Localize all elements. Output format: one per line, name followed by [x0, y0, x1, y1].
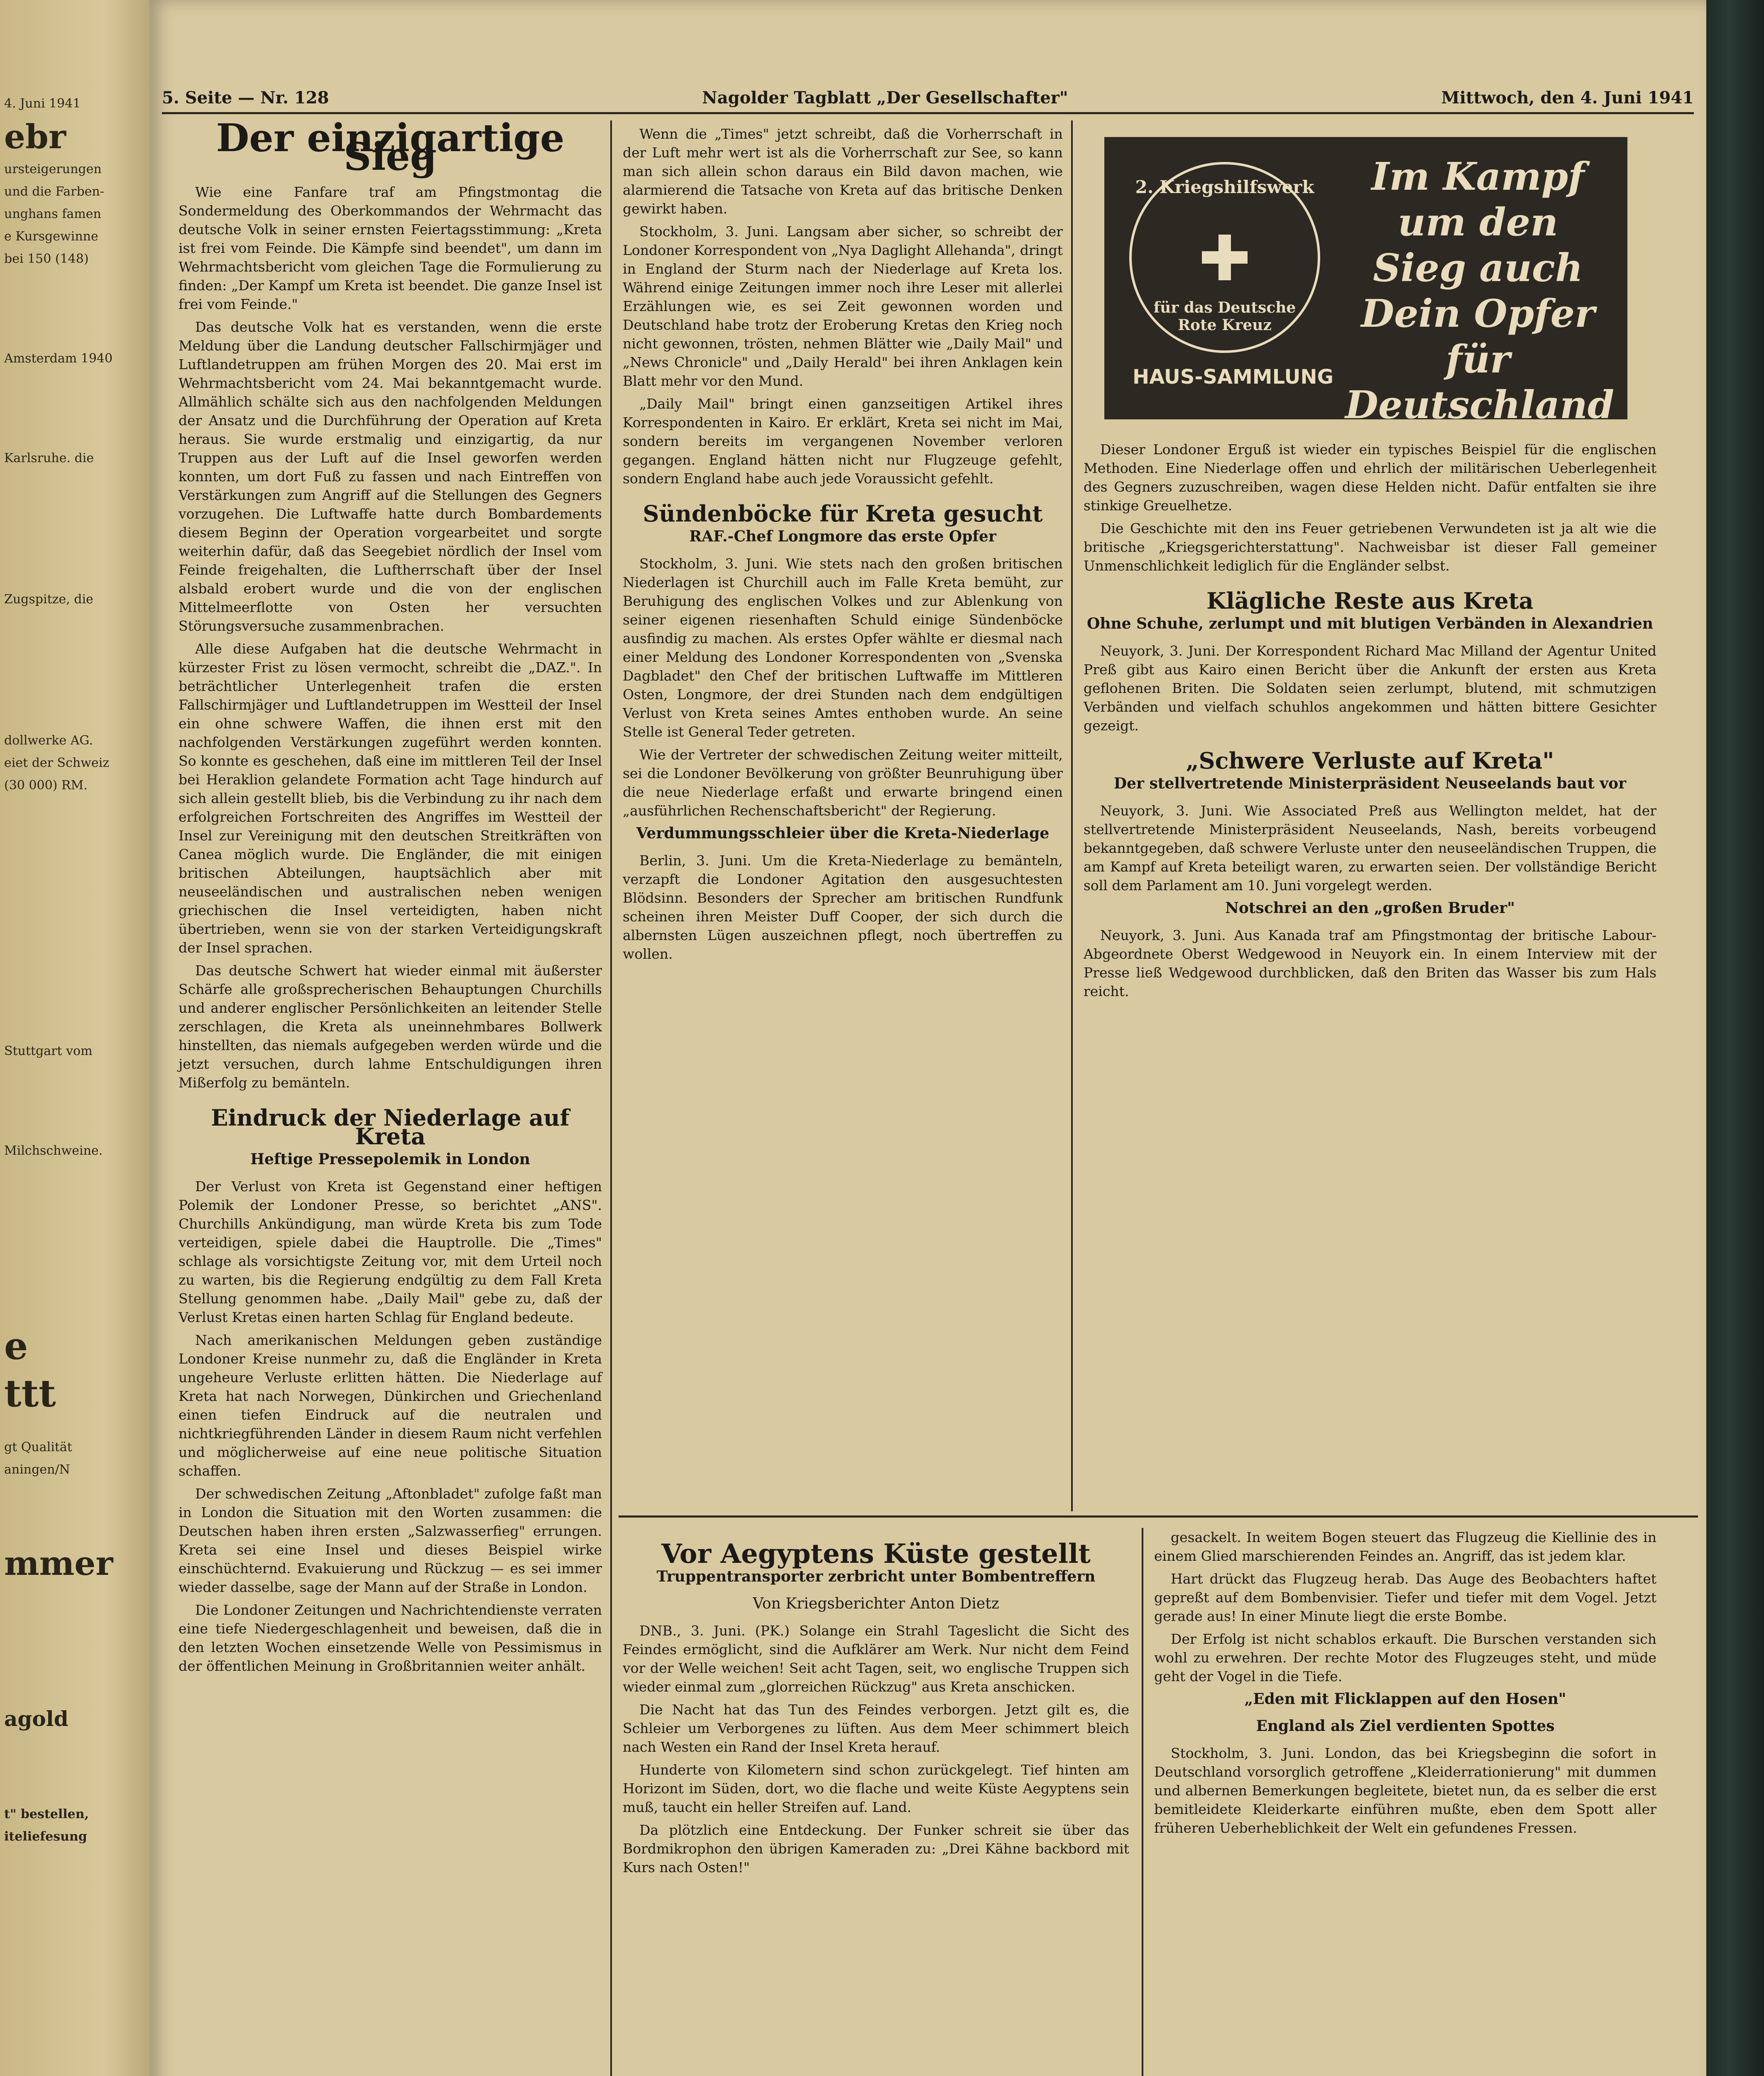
- subheadline-notschrei: Notschrei an den „großen Bruder": [1225, 899, 1515, 917]
- book-binding: [1706, 0, 1764, 2076]
- red-cross-icon: [1202, 235, 1248, 280]
- article-paragraph: Nach amerikanischen Meldungen geben zuständige Londoner Kreise nunmehr zu, daß die Engländer in Kreta ungeheure Verluste erlitten hätten. Die Niederlage auf Kreta hat nach Norwegen, Dünkirchen und Griechenland einen tiefen Eindruck auf die neutralen und nichtkriegführenden Länder in diesem Raum nicht verfehlen und möglicherweise auf eine neue politische Situation schaffen.: [179, 1332, 602, 1479]
- subheadline-reste: Ohne Schuhe, zerlumpt und mit blutigen Verbänden in Alexandrien: [1087, 615, 1653, 632]
- article-paragraph: Das deutsche Schwert hat wieder einmal mit äußerster Schärfe alle großsprecherischen Behauptungen Churchills und anderer englischer Persönlichkeiten an leitender Stelle zerschlagen, die Kreta als uneinnehmbares Bollwerk hinstellten, das niemals aufgegeben werden würde und die jetzt versuchen, durch lahme Entschuldigungen ihren Mißerfolg zu bemänteln.: [179, 962, 602, 1091]
- article-paragraph: Stockholm, 3. Juni. London, das bei Kriegsbeginn die sofort in Deutschland vorsorglich getroffene „Kleiderrationierung" mit dummen und albernen Bemerkungen begleitete, bietet nun, da es selber die erst bemitleidete Kleiderkarte einführen mußte, eben dem Spott aller früheren Ueberheblichkeit der Welt ein gefundenes Fressen.: [1154, 1745, 1656, 1836]
- prev-line: gt Qualität: [4, 1440, 72, 1454]
- emblem-text-bottom: für das Deutsche Rote Kreuz: [1153, 299, 1296, 334]
- article-paragraph: Der Verlust von Kreta ist Gegenstand einer heftigen Polemik der Londoner Presse, so berichtet „ANS". Churchills Ankündigung, man würde Kreta bis zum Tode verteidigen, spiele dabei die Hauptrolle. Die „Times" schlage als vorsichtigste Zeitung vor, mit dem Urteil noch zu warten, bis die Regierung endgültig zu dem Fall Kreta Stellung genommen habe. „Daily Mail" gebe zu, daß der Verlust Kretas einen harten Schlag für England bedeute.: [179, 1178, 602, 1325]
- article-paragraph: Stockholm, 3. Juni. Wie stets nach den großen britischen Niederlagen ist Churchill auch im Falle Kreta bemüht, zur Beruhigung des englischen Volkes und zur Ablenkung von seiner eigenen riesenhaften Schuld einige Sündenböcke ausfindig zu machen. Als erstes Opfer wählte er diesmal nach einer Meldung des Londoner Korrespondenten von „Svenska Dagbladet" den Chef der britischen Luftwaffe im Mittleren Osten, Longmore, der drei Stunden nach dem endgültigen Verlust von Kreta seines Amtes enthoben wurde. An seine Stelle ist General Teder getreten.: [623, 556, 1063, 740]
- prev-date: 4. Juni 1941: [4, 96, 81, 111]
- article-paragraph: Alle diese Aufgaben hat die deutsche Wehrmacht in kürzester Frist zu lösen vermocht, schreibt die „DAZ.". In beträchtlicher Unterlegenheit trafen die ersten Fallschirmjäger und Luftlandetruppen im Westteil der Insel ein ohne schwere Waffen, die ihnen erst mit den nachfolgenden Verstärkungen zugeführt werden konnten. So konnte es geschehen, daß eine im mittleren Teil der Insel bei Heraklion gelandete Formation acht Tage hindurch auf sich allein gestellt blieb, bis die Verbindung zu ihr nach dem erfolgreichen Fortschreiten des Angriffes im Westteil der Insel zur Vereinigung mit den deutschen Streitkräften von Canea möglich wurde. Die Engländer, die mit einigen britischen Abteilungen, hauptsächlich aber mit neuseeländischen und australischen neben wenigen griechischen die Insel verteidigten, haben nicht übertrieben, wenn sie von der starken Verteidigungskraft der Insel sprachen.: [179, 641, 602, 956]
- prev-line: Karlsruhe. die: [4, 451, 94, 465]
- collection-label: HAUS-SAMMLUNG: [1133, 365, 1333, 389]
- article-paragraph: Die Nacht hat das Tun des Feindes verborgen. Jetzt gilt es, die Schleier um Verborgenes zu lüften. Aus dem Meer schimmert bleich nach Westen ein Rand der Insel Kreta herauf.: [623, 1701, 1129, 1755]
- prev-line: aningen/N: [4, 1462, 70, 1477]
- article-paragraph: DNB., 3. Juni. (PK.) Solange ein Strahl Tageslicht die Sicht des Feindes ermöglicht, sind die Aufklärer am Werk. Nur nicht dem Feind vor der Welle weichen! Seit acht Tagen, seit, wo englische Truppen sich wieder einmal zum „glorreichen Rückzug" aus Kreta anschicken.: [623, 1623, 1129, 1695]
- column-rule: [1071, 120, 1073, 1511]
- page-header: [162, 83, 1694, 114]
- column-1: [179, 115, 602, 1679]
- prev-line: und die Farben-: [4, 184, 104, 199]
- article-paragraph: Das deutsche Volk hat es verstanden, wenn die erste Meldung über die Landung deutscher Fallschirmjäger und Luftlandetruppen am frühen Morgen des 20. Mai erst im Wehrmachtsbericht vom 24. Mai bekanntgemacht wurde. Allmählich schälte sich aus den nachfolgenden Meldungen der Ansatz und die Durchführung der Operation auf Kreta heraus. Sie wurde erstmalig und einzigartig, da nur Truppen aus der Luft auf die Insel geworfen werden konnten, um dort Fuß zu fassen und nach Eintreffen von Verstärkungen zum Angriff auf die Stellungen des Gegners vorzugehen. Die Luftwaffe hatte durch Bombardements diesem Beginn der Operation vorgearbeitet und sorgte weiterhin dafür, daß das Seegebiet nördlich der Insel vom Feinde freigehalten, die Luftherrschaft über der Insel alsbald erobert wurde und die von der englischen Mittelmeerflotte von Osten her versuchten Störungsversuche zusammenbrachen.: [179, 319, 602, 634]
- article-paragraph: Die Londoner Zeitungen und Nachrichtendienste verraten eine tiefe Niedergeschlagenheit und beweisen, daß die in den letzten Wochen einsetzende Welle von Pessimismus in der öffentlichen Meinung in Großbritannien weiter anhält.: [179, 1602, 602, 1674]
- prev-line: e Kursgewinne: [4, 229, 98, 244]
- prev-line: agold: [4, 1706, 69, 1731]
- subheadline-eden: „Eden mit Flicklappen auf den Hosen": [1244, 1690, 1566, 1708]
- prev-line: Milchschweine.: [4, 1143, 103, 1158]
- column-2: [623, 125, 1063, 967]
- headline-verluste: „Schwere Verluste auf Kreta": [1186, 747, 1554, 774]
- headline-eindruck: Eindruck der Niederlage auf Kreta: [211, 1104, 570, 1150]
- prev-line: dollwerke AG.: [4, 733, 93, 748]
- article-paragraph: Neuyork, 3. Juni. Aus Kanada traf am Pfingstmontag der britische Labour-Abgeordnete Oberst Wedgewood in Neuyork ein. In einem Interview mit der Presse ließ Wedgewood durchblicken, daß den Briten das Wasser bis zum Hals reicht.: [1084, 927, 1656, 999]
- article-paragraph: Der schwedischen Zeitung „Aftonbladet" zufolge faßt man in London die Situation mit den Worten zusammen: die Deutschen haben ihren ersten „Salzwasserfieg" errungen. Kreta sei eine Insel und dieses Beispiel wirke einschüchternd. Evakuierung und Rückzug — es sei immer wieder dasselbe, sage der Mann auf der Straße in London.: [179, 1486, 602, 1595]
- article-paragraph: Wie der Vertreter der schwedischen Zeitung weiter mitteilt, sei die Londoner Bevölkerung von größter Beunruhigung über die neue Niederlage erfaßt und erwarte bringend einen „ausführlichen Rechenschaftsbericht" der Regierung.: [623, 747, 1063, 819]
- column-3: [1084, 440, 1656, 1005]
- prev-line: Stuttgart vom: [4, 1044, 93, 1058]
- aegypten-left: [623, 1528, 1129, 1881]
- article-paragraph: „Daily Mail" bringt einen ganzseitigen Artikel ihres Korrespondenten in Kairo. Er erklärt, Kreta sei nicht im Mai, sondern bereits im vergangenen November verloren gegangen. England hätten nicht nur Flugzeuge gefehlt, sondern England habe auch jede Voraussicht gefehlt.: [623, 396, 1063, 487]
- article-paragraph: Wenn die „Times" jetzt schreibt, daß die Vorherrschaft in der Luft mehr wert ist als die Vorherrschaft zur See, so kann man sich allein schon daraus ein Bild davon machen, wie alarmierend die Tatsache von Kreta auf das britische Denken gewirkt haben.: [623, 126, 1063, 217]
- article-paragraph: Neuyork, 3. Juni. Der Korrespondent Richard Mac Milland der Agentur United Preß gibt aus Kairo einen Bericht über die Ankunft der ersten aus Kreta geflohenen Briten. Die Soldaten seien zerlumpt, blutend, mit schmutzigen Verbänden und vielfach schuhlos angekommen und hätten bittere Gesichter gezeigt.: [1084, 643, 1656, 734]
- article-paragraph: Die Geschichte mit den ins Feuer getriebenen Verwundeten ist ja alt wie die britische „Kriegsgerichterstattung". Nachweisbar ist dieser Fall gemeiner Unmenschlichkeit lediglich für die Engländer selbst.: [1084, 520, 1656, 574]
- prev-heading: ebr: [4, 117, 66, 156]
- headline-reste: Klägliche Reste aus Kreta: [1206, 588, 1534, 614]
- subheadline-verdummung: Verdummungsschleier über die Kreta-Niederlage: [636, 825, 1050, 842]
- article-paragraph: Neuyork, 3. Juni. Wie Associated Preß aus Wellington meldet, hat der stellvertretende Ministerpräsident Neuseelands, Nash, bereits vorbeugend bekanntgegeben, daß schwere Verluste unter den neuseeländischen Truppen, die am Kampf auf Kreta beteiligt waren, zu erwarten seien. Der vollständige Bericht soll dem Parlament am 10. Juni vorgelegt werden.: [1084, 803, 1656, 894]
- article-paragraph: gesackelt. In weitem Bogen steuert das Flugzeug die Kiellinie des in einem Glied marschierenden Feindes an. Angriff, das ist jedem klar.: [1154, 1529, 1656, 1564]
- prev-line: mmer: [4, 1544, 113, 1583]
- drk-advertisement: [1104, 137, 1627, 427]
- article-paragraph: Wie eine Fanfare traf am Pfingstmontag die Sondermeldung des Oberkommandos der Wehrmacht das deutsche Volk in seiner ernsten Feiertagsstimmung: „Kreta ist frei vom Feinde. Die Kämpfe sind beendet", um dann im Wehrmachtsbericht vom gleichen Tage die Formulierung zu finden: „Der Kampf um Kreta ist beendet. Die ganze Insel ist frei vom Feinde.": [179, 184, 602, 312]
- prev-line: (30 000) RM.: [4, 778, 88, 793]
- subheadline-aegypten: Truppentransporter zerbricht unter Bombentreffern: [656, 1568, 1096, 1585]
- emblem-text-top: 2. Kriegshilfswerk: [1135, 177, 1314, 197]
- masthead: Nagolder Tagblatt „Der Gesellschafter": [702, 88, 1068, 108]
- article-paragraph: Hunderte von Kilometern sind schon zurückgelegt. Tief hinten am Horizont im Süden, dort, wo die flache und weite Küste Aegyptens sein muß, taucht ein heller Streifen auf. Land.: [623, 1762, 1129, 1815]
- previous-page-edge: [0, 0, 149, 2076]
- prev-line: unghans famen: [4, 207, 101, 221]
- prev-line: Amsterdam 1940: [4, 351, 113, 366]
- subheadline-spott: England als Ziel verdienten Spottes: [1256, 1717, 1555, 1735]
- byline: Von Kriegsberichter Anton Dietz: [753, 1595, 999, 1612]
- article-paragraph: Da plötzlich eine Entdeckung. Der Funker schreit sie über das Bordmikrophon den übrigen Kameraden zu: „Drei Kähne backbord mit Kurs nach Osten!": [623, 1822, 1129, 1875]
- prev-line: e: [4, 1324, 28, 1368]
- article-paragraph: Dieser Londoner Erguß ist wieder ein typisches Beispiel für die englischen Methoden. Eine Niederlage offen und ehrlich der militärischen Ueberlegenheit des Gegners zuzuschreiben, wagen diese Helden nicht. Dafür entfalten sie ihre stinkige Greuelhetze.: [1084, 441, 1656, 514]
- article-paragraph: Hart drückt das Flugzeug herab. Das Auge des Beobachters haftet gepreßt auf dem Bombenvisier. Tiefer und tiefer mit dem Vogel. Jetzt gerade aus! In einer Minute liegt die erste Bombe.: [1154, 1571, 1656, 1624]
- prev-line: bei 150 (148): [4, 252, 89, 266]
- section-rule: [619, 1515, 1698, 1518]
- article-paragraph: Der Erfolg ist nicht schablos erkauft. Die Burschen verstanden sich wohl zu erwehren. Der rechte Motor des Flugzeuges steht, und müde geht der Vogel in die Tiefe.: [1154, 1631, 1656, 1684]
- prev-line: Zugspitze, die: [4, 592, 93, 607]
- prev-line: eiet der Schweiz: [4, 756, 110, 770]
- aegypten-right: [1154, 1528, 1656, 1841]
- prev-line: ursteigerungen: [4, 162, 102, 176]
- article-paragraph: Berlin, 3. Juni. Um die Kreta-Niederlage zu bemänteln, verzapft die Londoner Agitation den ausgesuchtesten Blödsinn. Besonders der Sprecher am britischen Rundfunk scheinen ihren Meister Duff Cooper, der sich durch die albernsten Lügen auszeichnen pflegt, noch übertreffen zu wollen.: [623, 852, 1063, 962]
- subheadline-verluste: Der stellvertretende Ministerpräsident Neuseelands baut vor: [1113, 775, 1627, 792]
- issue-date: Mittwoch, den 4. Juni 1941: [1441, 88, 1694, 108]
- subheadline-eindruck: Heftige Pressepolemik in London: [250, 1151, 530, 1168]
- headline-sieg: Der einzigartige Sieg: [216, 115, 565, 179]
- newspaper-page: [149, 0, 1706, 2076]
- subheadline-suendenboecke: RAF.-Chef Longmore das erste Opfer: [689, 528, 996, 545]
- prev-line: iteliefesung: [4, 1829, 87, 1844]
- column-rule: [1142, 1528, 1143, 2076]
- article-paragraph: Stockholm, 3. Juni. Langsam aber sicher, so schreibt der Londoner Korrespondent von „Nya Daglight Allehanda", dringt in England der Sturm nach der Niederlage auf Kreta los. Während einige Zeitungen immer noch ihre Leser mit allerlei Erzählungen wie, es sei Zeit gewonnen worden und Deutschland habe trotz der Eroberung Kretas den Krieg noch nicht gewonnen, trösten, nehmen Blätter wie „Daily Mail" und „News Chronicle" und „Daily Herald" bei ihren Anklagen kein Blatt mehr vor den Mund.: [623, 223, 1063, 389]
- prev-line: t" bestellen,: [4, 1807, 89, 1821]
- page-info: 5. Seite — Nr. 128: [162, 88, 329, 108]
- prev-line: ttt: [4, 1371, 56, 1415]
- headline-suendenboecke: Sündenböcke für Kreta gesucht: [643, 500, 1043, 527]
- ad-slogan: Im Kampf um den Sieg auch Dein Opfer für Deutschland: [1345, 154, 1615, 427]
- headline-aegypten: Vor Aegyptens Küste gestellt: [661, 1538, 1091, 1569]
- drk-emblem: [1129, 162, 1320, 353]
- column-rule: [610, 120, 612, 2076]
